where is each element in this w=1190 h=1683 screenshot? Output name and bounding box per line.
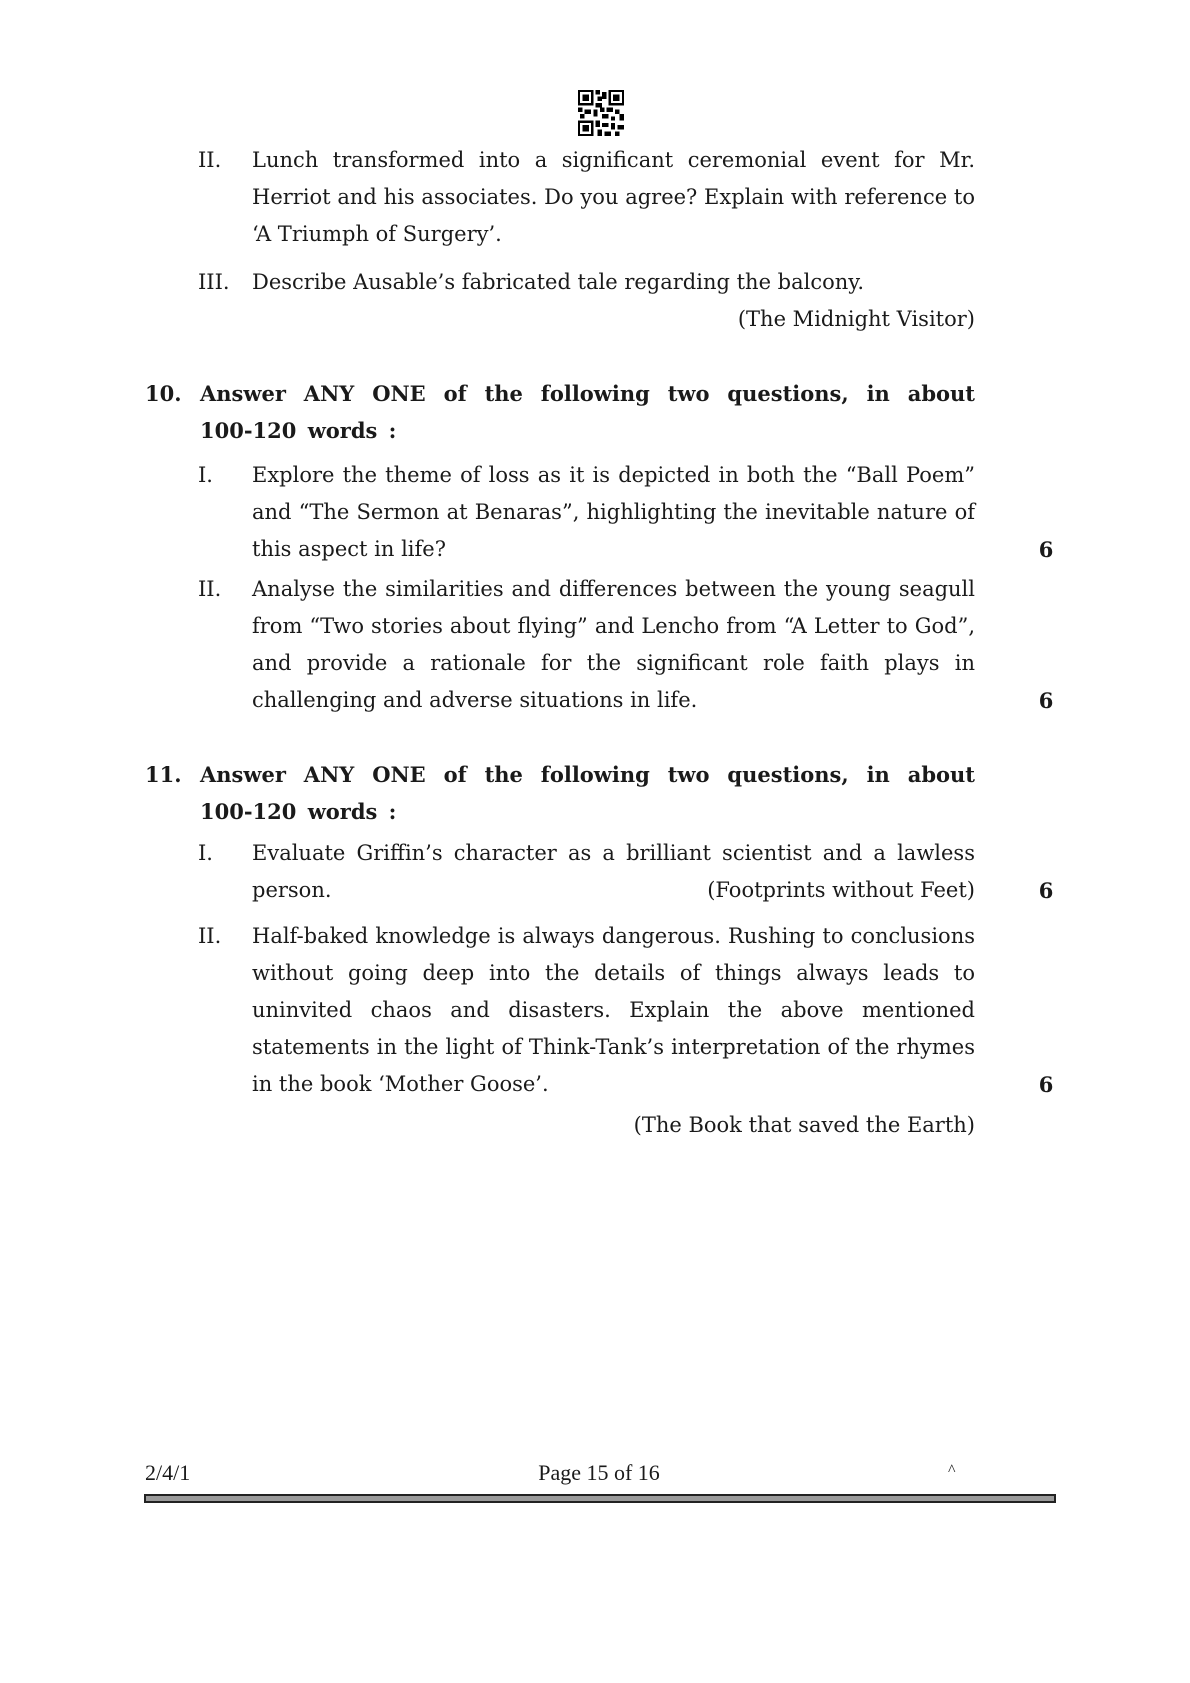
marks: 6 [1038,537,1054,562]
item-numeral: III. [198,270,230,294]
question-heading: Answer ANY ONE of the following two questions, in about 100-120 words : [200,381,975,443]
item-numeral: I. [198,463,213,487]
source-reference: (Footprints without Feet) [707,878,975,902]
item-numeral: II. [198,924,222,948]
question-text: Lunch transformed into a significant ceremonial event for Mr. Herriot and his associates. Do you agree? Explain with reference to ‘A Triumph of Surgery’. [252,148,975,246]
marks: 6 [1038,878,1054,903]
page-number: Page 15 of 16 [538,1460,660,1485]
question-text: Explore the theme of loss as it is depicted in both the “Ball Poem” and “The Sermon at Benaras”, highlighting the inevitable nature of this aspect in life? [252,463,975,561]
marks: 6 [1038,1072,1054,1097]
paper-code: 2/4/1 [145,1460,191,1485]
item-numeral: II. [198,148,222,172]
item-numeral: II. [198,577,222,601]
footer-divider [144,1494,1056,1503]
question-heading: Answer ANY ONE of the following two questions, in about 100-120 words : [200,762,975,824]
source-reference: (The Book that saved the Earth) [633,1113,975,1137]
question-text: Describe Ausable’s fabricated tale regarding the balcony. [252,270,865,294]
marks: 6 [1038,688,1054,713]
question-number: 11. [145,762,182,787]
question-text: Half-baked knowledge is always dangerous. Rushing to conclusions without going deep into the details of things always leads to uninvited chaos and disasters. Explain the above mentioned statements in the light of Think-Tank’s interpretation of the rhymes in the book ‘Mother Goose’. [252,924,975,1096]
source-reference: (The Midnight Visitor) [737,307,975,331]
question-text: Evaluate Griffin’s character as a brilliant scientist and a lawless person. [252,841,975,902]
qr-code-icon [578,90,624,136]
caret-mark: ^ [948,1462,956,1479]
question-text: Analyse the similarities and differences between the young seagull from “Two stories about flying” and Lencho from “A Letter to God”, and provide a rationale for the significant role faith plays in challenging and adverse situations in life. [252,577,975,712]
question-number: 10. [145,381,182,406]
item-numeral: I. [198,841,213,865]
